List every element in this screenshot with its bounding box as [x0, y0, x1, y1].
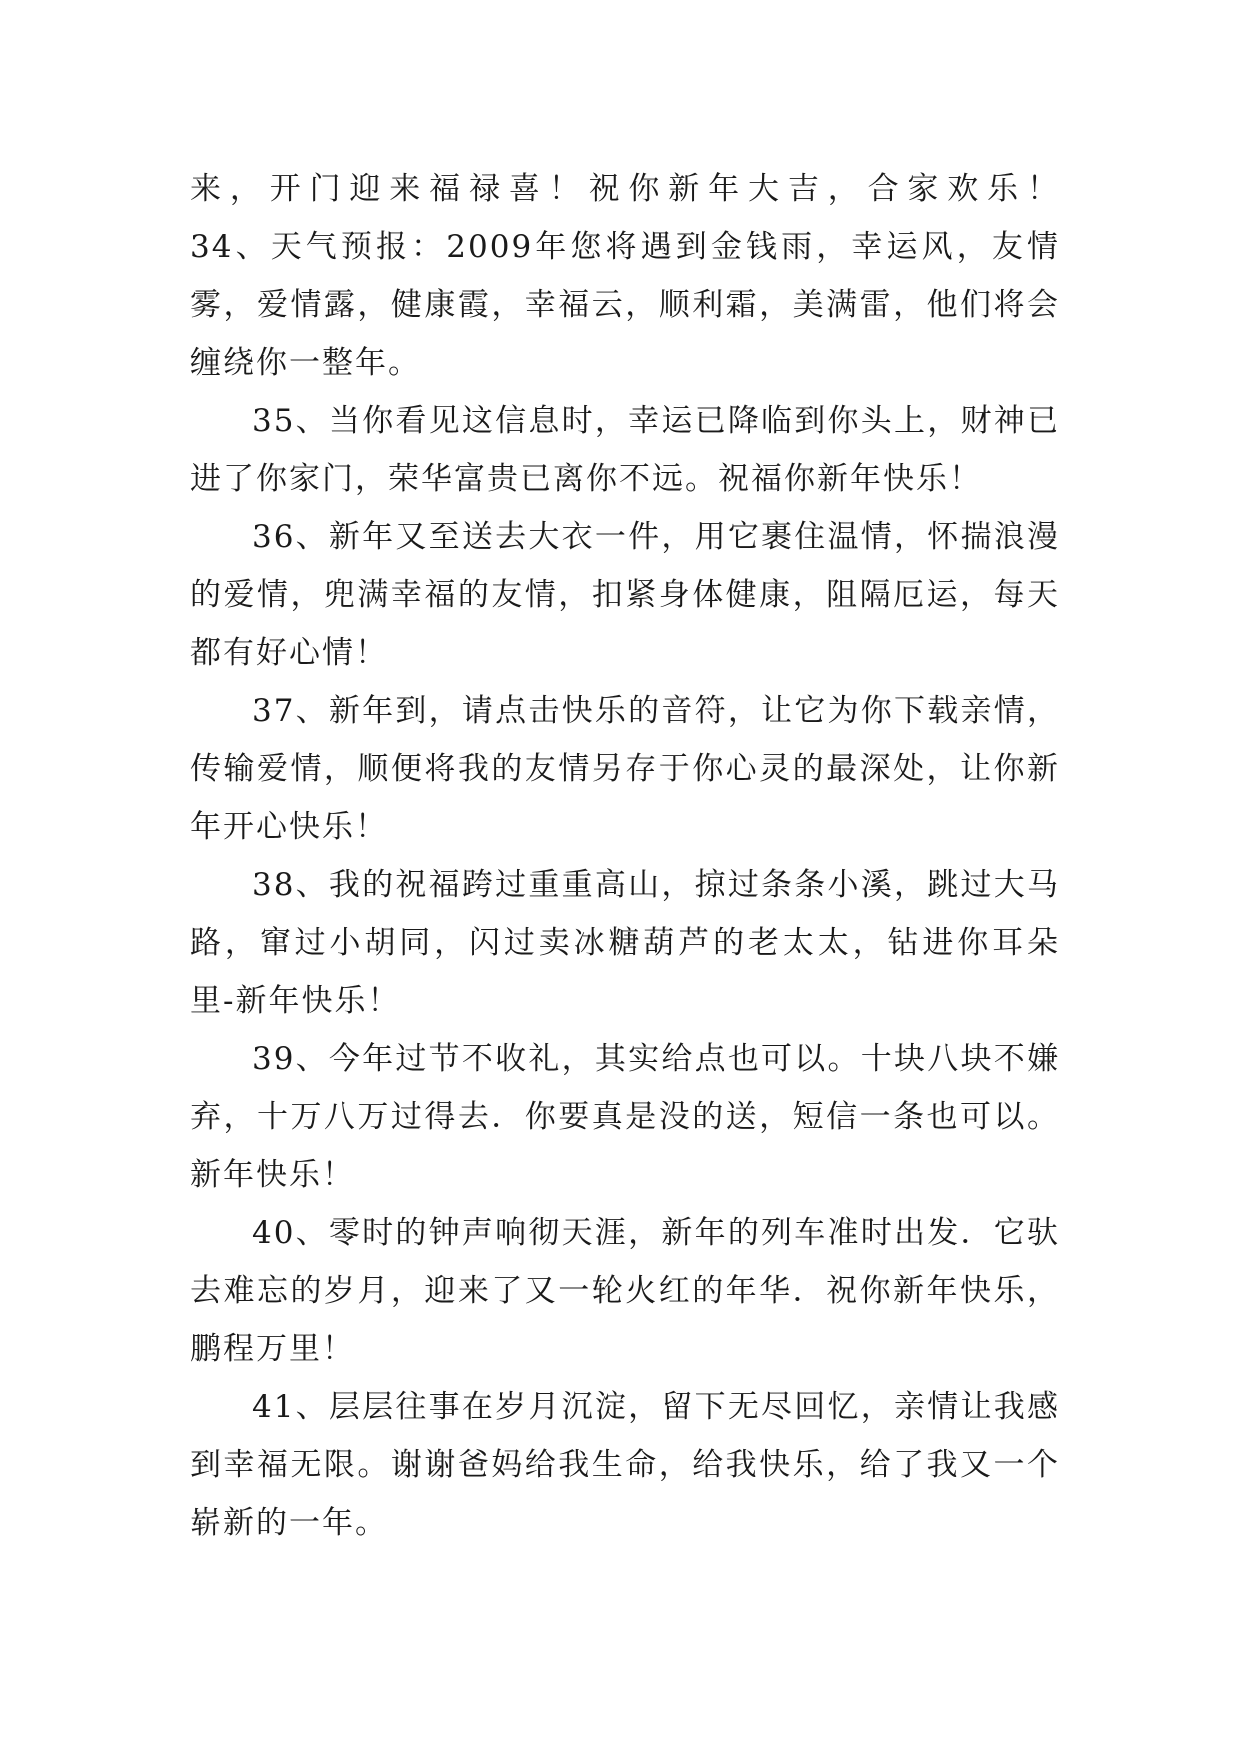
paragraph-38: 38、我的祝福跨过重重高山，掠过条条小溪，跳过大马路，窜过小胡同，闪过卖冰糖葫芦的老太太，钻进你耳朵里-新年快乐！ [190, 867, 1060, 1019]
paragraph-41: 41、层层往事在岁月沉淀，留下无尽回忆，亲情让我感到幸福无限。谢谢爸妈给我生命，给我快乐，给了我又一个崭新的一年。 [190, 1389, 1060, 1541]
paragraph-36: 36、新年又至送去大衣一件，用它裹住温情，怀揣浪漫的爱情，兜满幸福的友情，扣紧身体健康，阻隔厄运，每天都有好心情！ [190, 519, 1060, 671]
paragraph-37: 37、新年到，请点击快乐的音符，让它为你下载亲情，传输爱情，顺便将我的友情另存于你心灵的最深处，让你新年开心快乐！ [190, 693, 1060, 845]
paragraph-35: 35、当你看见这信息时，幸运已降临到你头上，财神已进了你家门，荣华富贵已离你不远。祝福你新年快乐！ [190, 403, 1060, 497]
paragraph-40: 40、零时的钟声响彻天涯，新年的列车准时出发．它驮去难忘的岁月，迎来了又一轮火红的年华．祝你新年快乐，鹏程万里！ [190, 1215, 1060, 1367]
document-body [190, 160, 1159, 1552]
paragraph-39: 39、今年过节不收礼，其实给点也可以。十块八块不嫌弃，十万八万过得去．你要真是没的送，短信一条也可以。新年快乐！ [190, 1041, 1060, 1193]
paragraph-continued-33-34: 来，开门迎来福禄喜！祝你新年大吉，合家欢乐！ 34、天气预报：2009年您将遇到金钱雨，幸运风，友情雾，爱情露，健康霞，幸福云，顺利霜，美满雷，他们将会缠绕你一整年。 [190, 171, 1159, 381]
